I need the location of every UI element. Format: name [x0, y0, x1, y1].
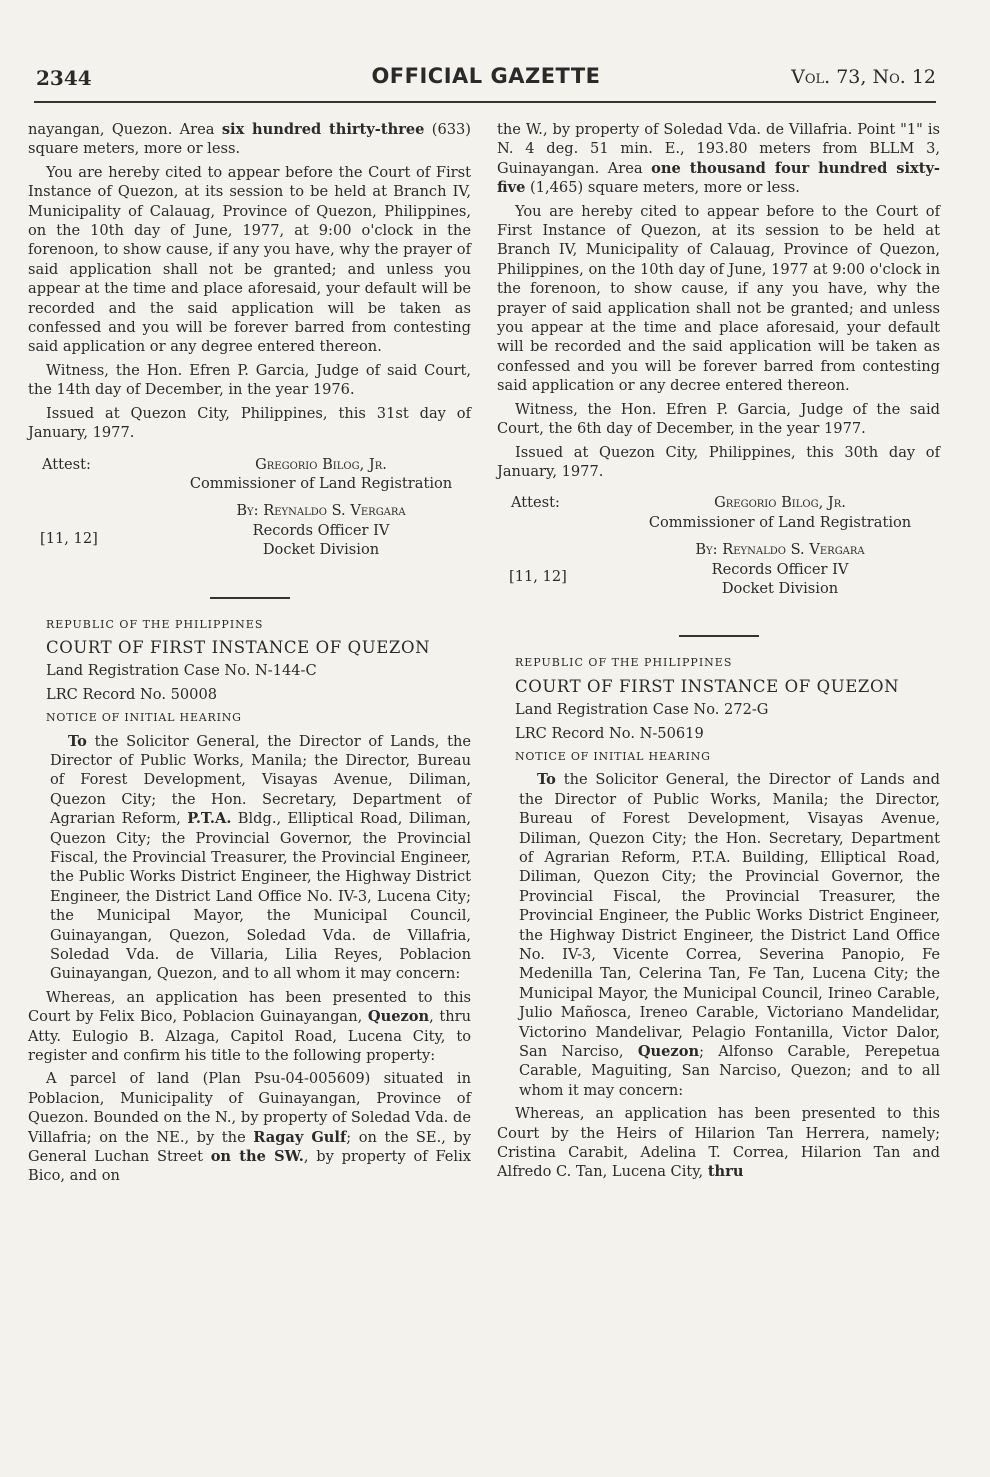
attest-label: Attest: [42, 455, 91, 473]
division-name: Docket Division [721, 579, 839, 597]
court-heading: COURT OF FIRST INSTANCE OF QUEZON [46, 637, 431, 657]
commissioner-title: Commissioner of Land Registration [189, 474, 453, 492]
citation-paragraph: You are hereby cited to appear before to the Court of First Instance of Quezon, at its session to be held at Branch IV, Municipality of Calauag, Province of Quezon, Philippines, on the 10th day of June, 1977 at 9:00 o'clock in the forenoon, to show cause, if any you have, why the prayer of said application shall not be granted; and unless you appear at the time and place aforesaid, your default will be recorded and the said application will be taken as confessed and you will be forever barred from contesting said application or any decree entered thereon. [497, 202, 940, 395]
court-heading: COURT OF FIRST INSTANCE OF QUEZON [515, 676, 900, 696]
attest-label: Attest: [511, 494, 560, 512]
signatory-name: By: Reynaldo S. Vergara [236, 502, 406, 520]
issue-reference: [11, 12] [509, 568, 567, 586]
witness-paragraph: Witness, the Hon. Efren P. Garcia, Judge of said Court, the 14th day of December, in the year 1976. [28, 361, 471, 399]
publication-title: OFFICIAL GAZETTE [371, 64, 601, 88]
addressees-paragraph: To the Solicitor General, the Director of Lands, the Director of Public Works, Manila; the Director, Bureau of Forest Development, Visayas Avenue, Diliman, Quezon City; the Hon. Secretary, Department of Agrarian Reform, P.T.A. Bldg., Elliptical Road, Diliman, Quezon City; the Provincial Governor, the Provincial Fiscal, the Provincial Treasurer, the Provincial Engineer, the Public Works District Engineer, the Highway District Engineer, the District Land Office No. IV-3, Lucena City; the Municipal Mayor, the Municipal Council, Guinayangan, Quezon, Soledad Vda. de Villafria, Soledad Vda. de Villaria, Lilia Reyes, Poblacion Guinayangan, Quezon, and to all whom it may concern: [50, 732, 471, 983]
issued-paragraph: Issued at Quezon City, Philippines, this 31st day of January, 1977. [28, 404, 471, 442]
citation-paragraph: You are hereby cited to appear before the Court of First Instance of Quezon, at its session to be held at Branch IV, Municipality of Calauag, Province of Quezon, Philippines, on the 10th day of June, 1977, at 9:00 o'clock in the forenoon, to show cause, if any you have, why the prayer of said application shall not be granted; and unless you appear at the time and place aforesaid, your default will be recorded and the said application will be taken as confessed and you will be forever barred from contesting said application or any degree entered thereon. [28, 163, 471, 356]
commissioner-title: Commissioner of Land Registration [648, 513, 912, 531]
case-number: Land Registration Case No. 272-G [515, 701, 769, 719]
officer-title: Records Officer IV [711, 560, 849, 578]
addressees-paragraph: To the Solicitor General, the Director of Lands and the Director of Public Works, Manila; the Director, Bureau of Forest Development, Visayas Avenue, Diliman, Quezon City; the Hon. Secretary, Department of Agrarian Reform, P.T.A. Building, Elliptical Road, Diliman, Quezon City; the Provincial Governor, the Provincial Fiscal, the Provincial Treasurer, the Provincial Engineer, the Public Works District Engineer, the Highway District Engineer, the District Land Office No. IV-3, Vicente Correa, Severina Panopio, Fe Medenilla Tan, Celerina Tan, Fe Tan, Lucena City; the Municipal Mayor, the Municipal Council, Irineo Carable, Julio Mañosca, Ireneo Carable, Victoriano Mandelidar, Victorino Mandelivar, Pelagio Fontanilla, Victor Dalor, San Narciso, Quezon; Alfonso Carable, Perepetua Carable, Maguiting, San Narciso, Quezon; and to all whom it may concern: [519, 771, 940, 1099]
right-column [497, 120, 940, 1186]
issued-paragraph: Issued at Quezon City, Philippines, this 30th day of January, 1977. [497, 443, 940, 480]
whereas-paragraph: Whereas, an application has been presented to this Court by Felix Bico, Poblacion Guinayangan, Quezon, thru Atty. Eulogio B. Alzaga, Capitol Road, Lucena City, to register and confirm his title to the following property: [28, 988, 471, 1065]
whereas-paragraph: Whereas, an application has been presented to this Court by the Heirs of Hilarion Tan Herrera, namely; Cristina Carabit, Adelina T. Correa, Hilarion Tan and Alfredo C. Tan, Lucena City, thru [497, 1105, 940, 1181]
commissioner-name: Gregorio Bilog, Jr. [255, 455, 387, 473]
header-rule [34, 101, 936, 103]
republic-heading: REPUBLIC OF THE PHILIPPINES [515, 656, 733, 670]
signatories [171, 455, 471, 560]
commissioner-name: Gregorio Bilog, Jr. [714, 494, 846, 512]
issue-reference: [11, 12] [40, 529, 98, 547]
republic-heading: REPUBLIC OF THE PHILIPPINES [46, 617, 264, 631]
division-name: Docket Division [262, 541, 380, 559]
witness-paragraph: Witness, the Hon. Efren P. Garcia, Judge of the said Court, the 6th day of December, in the year 1977. [497, 400, 940, 438]
signatory-name: By: Reynaldo S. Vergara [695, 541, 865, 559]
signatories [620, 493, 940, 598]
left-column [28, 120, 471, 1190]
page-number: 2344 [36, 66, 92, 90]
notice-heading: NOTICE OF INITIAL HEARING [46, 711, 242, 725]
parcel-paragraph: A parcel of land (Plan Psu-04-005609) situated in Poblacion, Municipality of Guinayangan, Province of Quezon. Bounded on the N., by property of Soledad Vda. de Villafria; on the NE., by the Ragay Gulf; on the SE., by General Luchan Street on the SW., by property of Felix Bico, and on [28, 1070, 471, 1185]
notice-heading: NOTICE OF INITIAL HEARING [515, 749, 711, 763]
section-divider [210, 597, 290, 599]
case-number: Land Registration Case No. N-144-C [46, 662, 317, 680]
lrc-record: LRC Record No. N-50619 [515, 724, 704, 742]
volume-number: Vol. 73, No. 12 [791, 66, 936, 88]
section-divider [679, 635, 759, 637]
notice-continuation: the W., by property of Soledad Vda. de Villafria. Point "1" is N. 4 deg. 51 min. E., 193.80 meters from BLLM 3, Guinayangan. Area one thousand four hundred sixty-five (1,465) square meters, more or less. [497, 121, 940, 197]
lrc-record: LRC Record No. 50008 [46, 685, 218, 703]
officer-title: Records Officer IV [252, 521, 390, 539]
attestation-block [28, 455, 471, 583]
notice-continuation: nayangan, Quezon. Area six hundred thirty-three (633) square meters, more or less. [28, 121, 471, 158]
page-header [36, 58, 936, 98]
attestation-block [497, 493, 940, 621]
